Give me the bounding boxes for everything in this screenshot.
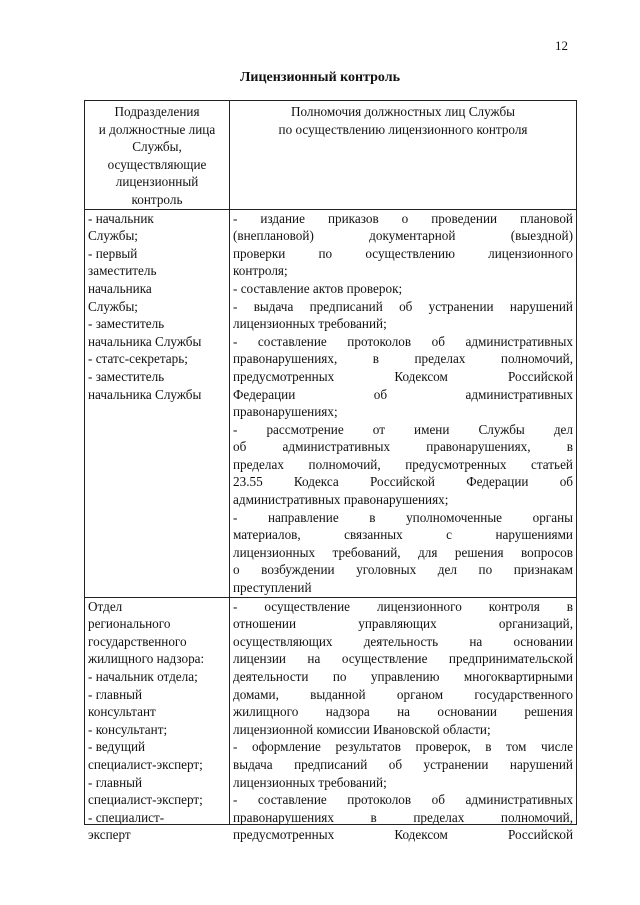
authority-line: предусмотренных Кодексом Российской	[233, 827, 573, 843]
row-1-left-cell	[85, 209, 230, 597]
authority-line: - направление в уполномоченные органы	[233, 509, 573, 525]
header-left-line: осуществляющие	[107, 156, 207, 172]
authority-line: о возбуждении уголовных дел по признакам	[233, 562, 573, 578]
authority-line: домами, выданной органом государственного	[233, 686, 573, 702]
row-2-left-cell	[85, 597, 230, 843]
authority-line: выдача предписаний об устранении нарушений	[233, 756, 573, 772]
official-line: - статс-секретарь;	[88, 351, 188, 367]
table-header-row	[85, 101, 577, 210]
authority-line: административных правонарушениях;	[233, 492, 449, 508]
authority-line: лицензионных требований;	[233, 774, 387, 790]
authority-line: лицензионных требований;	[233, 316, 387, 332]
official-line: специалист-эксперт;	[88, 792, 203, 808]
official-line: - начальник	[88, 210, 154, 226]
authority-line: - составление актов проверок;	[233, 280, 403, 296]
authority-line: материалов, связанных с нарушениями	[233, 527, 573, 543]
authority-line: - осуществление лицензионного контроля в	[233, 598, 573, 614]
official-line: - специалист-	[88, 809, 165, 825]
authority-line: лицензионных требований, для решения вопросов	[233, 544, 573, 560]
official-line: Отдел	[88, 598, 123, 614]
official-line: - консультант;	[88, 721, 168, 737]
official-line: жилищного надзора:	[88, 651, 205, 667]
authority-line: преступлений	[233, 580, 312, 596]
authority-line: проверки по осуществлению лицензионного	[233, 245, 573, 261]
authority-line: - выдача предписаний об устранении нарушений	[233, 298, 573, 314]
official-line: - заместитель	[88, 368, 165, 384]
official-line: Службы;	[88, 298, 138, 314]
authority-line: лицензии на осуществление предпринимательской	[233, 651, 573, 667]
authority-line: правонарушениях, в пределах полномочий,	[233, 351, 573, 367]
authority-line: отношении управляющих организаций,	[233, 616, 573, 632]
official-line: начальника Службы	[88, 333, 202, 349]
authority-line: 23.55 Кодекса Российской Федерации об	[233, 474, 573, 490]
official-line: регионального	[88, 616, 171, 632]
table-row	[85, 209, 577, 597]
header-right-line: по осуществлению лицензионного контроля	[278, 121, 528, 137]
authority-line: - составление протоколов об административных	[233, 333, 573, 349]
authority-line: Федерации об административных	[233, 386, 573, 402]
table-row	[85, 597, 577, 824]
header-left-cell	[85, 101, 230, 210]
official-line: - ведущий	[88, 739, 146, 755]
authority-line: контроля;	[233, 263, 288, 279]
official-line: консультант	[88, 704, 156, 720]
authority-line: лицензионной комиссии Ивановской области;	[233, 721, 491, 737]
official-line: эксперт	[88, 827, 131, 843]
header-left-line: и должностные лица	[98, 121, 216, 137]
official-line: начальника	[88, 280, 152, 296]
header-right-line: Полномочия должностных лиц Службы	[290, 104, 516, 119]
row-2-right-cell	[230, 597, 577, 843]
official-line: Службы;	[88, 228, 138, 244]
authority-line: - оформление результатов проверок, в том числе	[233, 739, 573, 755]
authority-line: - рассмотрение от имени Службы дел	[233, 421, 573, 437]
authority-line: жилищного надзора на основании решения	[233, 704, 573, 720]
official-line: - главный	[88, 686, 143, 702]
authority-table	[84, 100, 577, 843]
official-line: государственного	[88, 633, 187, 649]
authority-line: предусмотренных Кодексом Российской	[233, 368, 573, 384]
authority-line: (внеплановой) документарной (выездной)	[233, 228, 573, 244]
row-1-right-cell	[230, 209, 577, 597]
header-left-line: Службы,	[132, 139, 182, 155]
page-number: 12	[555, 38, 568, 53]
header-left-line: Подразделения	[114, 104, 200, 119]
official-line: специалист-эксперт;	[88, 756, 203, 772]
official-line: - заместитель	[88, 316, 165, 332]
authority-line: об административных правонарушениях, в	[233, 439, 573, 455]
authority-line: - составление протоколов об административных	[233, 792, 573, 808]
authority-line: пределах полномочий, предусмотренных статьей	[233, 456, 573, 472]
authority-line: деятельности по управлению многоквартирными	[233, 669, 573, 684]
official-line: - первый	[88, 245, 138, 261]
document-title: Лицензионный контроль	[239, 70, 401, 85]
authority-line: - издание приказов о проведении плановой	[233, 210, 573, 226]
header-left-line: лицензионный	[115, 174, 199, 190]
official-line: начальника Службы	[88, 386, 202, 402]
authority-line: осуществляющих деятельность на основании	[233, 633, 573, 649]
header-left-line: контроль	[131, 191, 183, 207]
official-line: - начальник отдела;	[88, 669, 198, 684]
authority-line: правонарушениях;	[233, 404, 338, 420]
official-line: - главный	[88, 774, 143, 790]
authority-line: правонарушениях в пределах полномочий,	[233, 809, 573, 825]
header-right-cell	[230, 101, 577, 210]
official-line: заместитель	[88, 263, 157, 279]
